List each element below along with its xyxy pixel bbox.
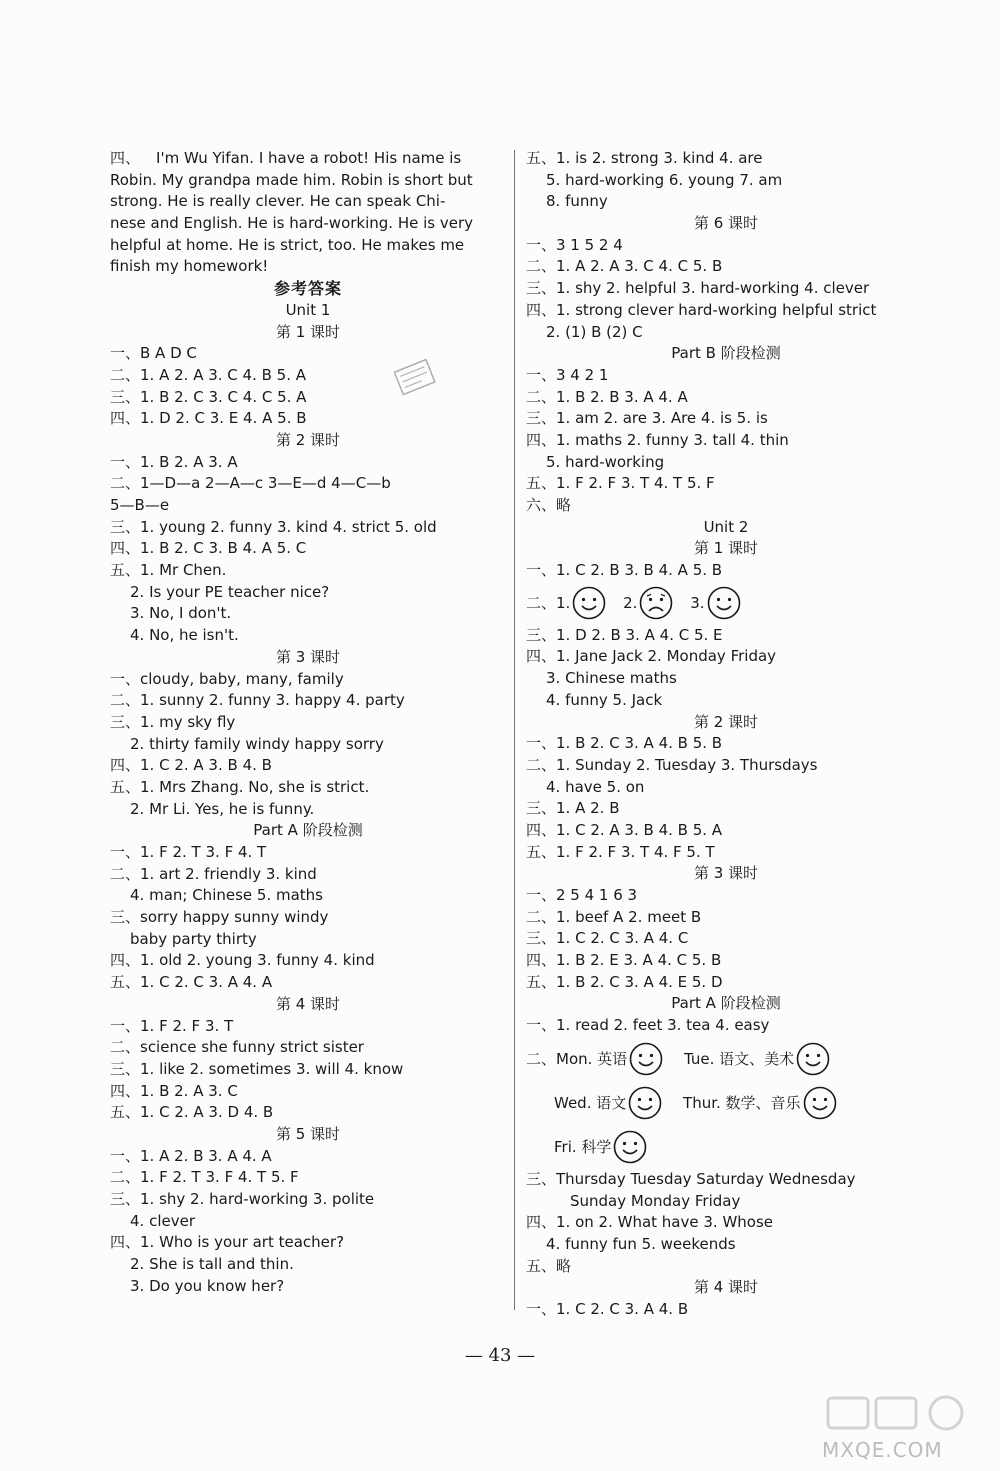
- answer-line: 一、3 1 5 2 4: [526, 235, 623, 254]
- answer-line: 四、1. maths 2. funny 3. tall 4. thin: [526, 430, 789, 449]
- answer-line: 二、1. sunny 2. funny 3. happy 4. party: [110, 691, 405, 710]
- passage-line: finish my homework!: [110, 257, 269, 276]
- right-column: [526, 148, 926, 1321]
- answer-line: 五、1. Mrs Zhang. No, she is strict.: [110, 777, 370, 796]
- watermark-text: MXQE.COM: [822, 1438, 943, 1462]
- passage: [110, 148, 506, 278]
- answer-line: 三、1. D 2. B 3. A 4. C 5. E: [526, 625, 723, 644]
- answer-line: 四、1. B 2. C 3. B 4. A 5. C: [110, 539, 307, 558]
- answer-line: 5. hard-working: [546, 452, 665, 471]
- part-heading: Part A 阶段检测: [671, 994, 781, 1013]
- answer-line: 一、1. A 2. B 3. A 4. A: [110, 1146, 272, 1165]
- sad-face-icon: [639, 586, 673, 620]
- answer-line: 2. Mr Li. Yes, he is funny.: [130, 799, 315, 818]
- page-number: — 43 —: [464, 1345, 536, 1366]
- answer-line: 三、1. am 2. are 3. Are 4. is 5. is: [526, 409, 768, 428]
- unit-heading: Unit 2: [703, 517, 749, 536]
- unit-heading: Unit 1: [285, 300, 331, 319]
- part-heading: Part A 阶段检测: [253, 821, 363, 840]
- answer-line: 二、science she funny strict sister: [110, 1038, 364, 1057]
- answer-line: 2. (1) B (2) C: [546, 322, 643, 341]
- answer-line: 三、1. like 2. sometimes 3. will 4. know: [110, 1059, 404, 1078]
- answer-line: 4. man; Chinese 5. maths: [130, 886, 323, 905]
- passage-label: 四、: [110, 149, 141, 167]
- answer-line: 二、1. beef A 2. meet B: [526, 907, 702, 926]
- smiling-face-icon: [572, 586, 606, 620]
- schedule-faces-line: 二、Mon. 英语 Tue. 语文、美术: [526, 1037, 926, 1081]
- answer-line: 4. funny 5. Jack: [546, 690, 663, 709]
- answer-line: 二、1. F 2. T 3. F 4. T 5. F: [110, 1168, 299, 1187]
- passage-line: helpful at home. He is strict, too. He makes me: [110, 235, 465, 254]
- smiling-face-icon: [613, 1130, 647, 1164]
- answer-line: 四、1. C 2. A 3. B 4. B: [110, 756, 272, 775]
- answer-line: 4. funny fun 5. weekends: [546, 1234, 736, 1253]
- answer-line: 一、2 5 4 1 6 3: [526, 886, 638, 904]
- answer-line: 一、1. F 2. F 3. T: [110, 1016, 234, 1035]
- passage-line: Robin. My grandpa made him. Robin is short but: [110, 170, 473, 189]
- answer-line: 一、1. B 2. C 3. A 4. B 5. B: [526, 734, 723, 753]
- answer-line: 四、1. strong clever hard-working helpful strict: [526, 300, 877, 319]
- part-heading: Part B 阶段检测: [671, 344, 781, 363]
- left-column: [110, 148, 506, 1297]
- answer-line: 二、1. art 2. friendly 3. kind: [110, 864, 317, 883]
- smiling-face-icon: [629, 1042, 663, 1076]
- passage-line: strong. He is really clever. He can speak Chi-: [110, 192, 446, 211]
- answer-line: 二、1. A 2. A 3. C 4. C 5. B: [526, 257, 723, 276]
- schedule-faces-line: Fri. 科学: [526, 1125, 926, 1169]
- answer-line: 4. have 5. on: [546, 777, 645, 796]
- stamp-icon: [390, 355, 440, 401]
- answer-line: 一、1. F 2. T 3. F 4. T: [110, 843, 267, 861]
- answer-line: 五、1. F 2. F 3. T 4. T 5. F: [526, 474, 715, 493]
- answer-line: 五、1. F 2. F 3. T 4. F 5. T: [526, 842, 715, 861]
- answer-line: 三、1. young 2. funny 3. kind 4. strict 5. old: [110, 517, 437, 536]
- answer-line: 二、1. B 2. B 3. A 4. A: [526, 387, 688, 406]
- answer-line: 六、略: [526, 496, 572, 514]
- answer-line: 5. hard-working 6. young 7. am: [546, 170, 783, 189]
- answer-line: 二、1. A 2. A 3. C 4. B 5. A: [110, 365, 307, 384]
- answer-line: 四、1. D 2. C 3. E 4. A 5. B: [110, 409, 307, 428]
- answer-line: 三、1. A 2. B: [526, 799, 620, 818]
- answer-line: 三、1. shy 2. hard-working 3. polite: [110, 1190, 375, 1208]
- smiling-face-icon: [628, 1086, 662, 1120]
- lesson-heading: 第 2 课时: [693, 712, 759, 731]
- answer-line: 一、cloudy, baby, many, family: [110, 669, 344, 688]
- lesson-heading: 第 3 课时: [693, 864, 759, 883]
- smiling-face-icon: [796, 1042, 830, 1076]
- lesson-heading: 第 2 课时: [275, 430, 341, 449]
- answer-line: 一、1. read 2. feet 3. tea 4. easy: [526, 1016, 770, 1035]
- lesson-heading: 第 1 课时: [275, 322, 341, 341]
- answer-line: 2. Is your PE teacher nice?: [130, 582, 330, 601]
- passage-line: 四、 I'm Wu Yifan. I have a robot! His name is: [110, 149, 462, 167]
- answer-line: 4. No, he isn't.: [130, 626, 239, 645]
- answer-line: 四、1. C 2. A 3. B 4. B 5. A: [526, 820, 723, 839]
- answer-line: 3. Chinese maths: [546, 669, 677, 688]
- answer-line: 一、1. B 2. A 3. A: [110, 452, 238, 471]
- answer-line: 3. No, I don't.: [130, 604, 232, 623]
- answer-line: 四、1. Jane Jack 2. Monday Friday: [526, 647, 777, 666]
- lesson-heading: 第 1 课时: [693, 539, 759, 558]
- answer-line: 2. She is tall and thin.: [130, 1255, 294, 1274]
- answer-line: 五、1. is 2. strong 3. kind 4. are: [526, 149, 763, 167]
- answer-line: 四、1. Who is your art teacher?: [110, 1233, 345, 1252]
- answer-line: 三、1. B 2. C 3. C 4. C 5. A: [110, 387, 307, 406]
- answer-line: 8. funny: [546, 192, 608, 211]
- answer-line: 五、1. Mr Chen.: [110, 561, 227, 580]
- answer-line: 二、1. Sunday 2. Tuesday 3. Thursdays: [526, 755, 818, 774]
- answer-line: Sunday Monday Friday: [570, 1191, 741, 1210]
- answer-line: 四、1. on 2. What have 3. Whose: [526, 1213, 774, 1232]
- answer-line: 3. Do you know her?: [130, 1276, 285, 1295]
- lesson-heading: 第 3 课时: [275, 647, 341, 666]
- answer-line: 一、1. C 2. B 3. B 4. A 5. B: [526, 561, 723, 580]
- lesson-heading: 第 4 课时: [275, 994, 341, 1013]
- answer-line: baby party thirty: [130, 929, 257, 948]
- answer-line: 二、1—D—a 2—A—c 3—E—d 4—C—b: [110, 474, 391, 493]
- smiling-face-icon: [707, 586, 741, 620]
- answer-line: 一、B A D C: [110, 344, 197, 363]
- answer-line: 四、1. old 2. young 3. funny 4. kind: [110, 951, 375, 970]
- schedule-faces-line: Wed. 语文 Thur. 数学、音乐: [526, 1081, 926, 1125]
- answers-title: 参考答案: [273, 279, 342, 299]
- answer-line: 五、略: [526, 1256, 572, 1275]
- answer-line: 五、1. C 2. A 3. D 4. B: [110, 1103, 274, 1122]
- answer-line: 三、1. my sky fly: [110, 712, 236, 731]
- answer-line: 一、3 4 2 1: [526, 365, 609, 384]
- answer-line: 四、1. B 2. E 3. A 4. C 5. B: [526, 951, 722, 970]
- lesson-heading: 第 5 课时: [275, 1124, 341, 1143]
- faces-answer-line: 二、1. 2. 3.: [526, 582, 926, 625]
- answer-line: 四、1. B 2. A 3. C: [110, 1081, 238, 1100]
- lesson-heading: 第 6 课时: [693, 214, 759, 233]
- lesson-heading: 第 4 课时: [693, 1278, 759, 1297]
- passage-line: nese and English. He is hard-working. He is very: [110, 214, 474, 233]
- answer-line: 五、1. B 2. C 3. A 4. E 5. D: [526, 972, 723, 991]
- answer-line: 5—B—e: [110, 496, 170, 514]
- answer-line: 三、1. shy 2. helpful 3. hard-working 4. clever: [526, 279, 870, 298]
- answer-line: 2. thirty family windy happy sorry: [130, 734, 384, 753]
- answer-line: 三、1. C 2. C 3. A 4. C: [526, 929, 689, 948]
- answer-line: 三、sorry happy sunny windy: [110, 908, 329, 927]
- answer-line: 4. clever: [130, 1211, 195, 1230]
- answer-line: 五、1. C 2. C 3. A 4. A: [110, 973, 273, 992]
- smiling-face-icon: [803, 1086, 837, 1120]
- answer-line: 一、1. C 2. C 3. A 4. B: [526, 1299, 689, 1318]
- column-divider: [514, 150, 515, 1310]
- answer-line: 三、Thursday Tuesday Saturday Wednesday: [526, 1169, 856, 1188]
